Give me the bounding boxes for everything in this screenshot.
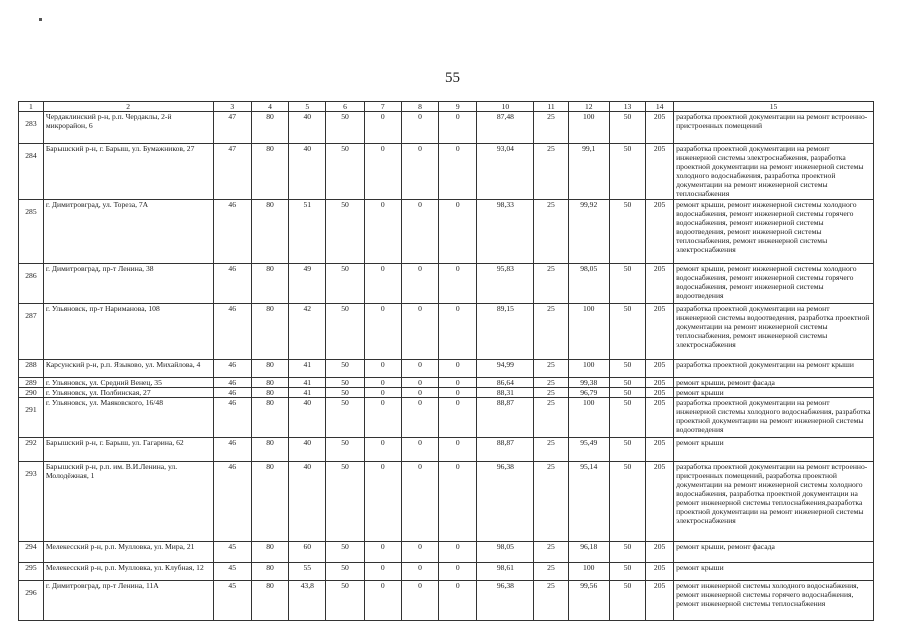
col-7: 0 (364, 304, 401, 360)
col-10: 93,04 (477, 144, 534, 200)
column-header-15: 15 (674, 102, 874, 112)
address: г. Ульяновск, ул. Маяковского, 16/48 (43, 398, 213, 438)
col-11: 25 (534, 144, 568, 200)
col-6: 50 (326, 200, 364, 264)
col-12: 95,14 (568, 462, 609, 542)
row-number: 292 (19, 438, 44, 462)
col-8: 0 (401, 378, 438, 388)
col-13: 50 (609, 304, 645, 360)
address: Мелекесский р-н, р.п. Мулловка, ул. Мира, 21 (43, 542, 213, 563)
column-header-5: 5 (289, 102, 326, 112)
col-3: 47 (213, 112, 251, 144)
col-5: 51 (289, 200, 326, 264)
col-7: 0 (364, 200, 401, 264)
scan-dot-mark (39, 18, 42, 21)
col-4: 80 (251, 388, 288, 398)
address: г. Ульяновск, ул. Средний Венец, 35 (43, 378, 213, 388)
col-5: 41 (289, 388, 326, 398)
col-7: 0 (364, 388, 401, 398)
column-header-3: 3 (213, 102, 251, 112)
col-3: 46 (213, 388, 251, 398)
col-4: 80 (251, 438, 288, 462)
col-10: 94,99 (477, 360, 534, 378)
col-6: 50 (326, 144, 364, 200)
col-13: 50 (609, 563, 645, 581)
works-description: разработка проектной документации на ремонт инженерной системы холодного водоснабжения, разработка проектной документации на ремонт инженерной системы водоотведения (674, 398, 874, 438)
col-7: 0 (364, 112, 401, 144)
col-4: 80 (251, 304, 288, 360)
col-7: 0 (364, 563, 401, 581)
col-4: 80 (251, 462, 288, 542)
col-7: 0 (364, 542, 401, 563)
col-10: 96,38 (477, 462, 534, 542)
column-header-4: 4 (251, 102, 288, 112)
col-7: 0 (364, 398, 401, 438)
col-9: 0 (439, 304, 477, 360)
table-row (19, 200, 874, 264)
col-3: 46 (213, 398, 251, 438)
col-7: 0 (364, 264, 401, 304)
works-description: ремонт крыши, ремонт фасада (674, 542, 874, 563)
table-row (19, 581, 874, 621)
col-7: 0 (364, 438, 401, 462)
col-10: 95,83 (477, 264, 534, 304)
col-5: 41 (289, 378, 326, 388)
row-number: 284 (19, 144, 44, 200)
col-13: 50 (609, 112, 645, 144)
col-9: 0 (439, 112, 477, 144)
works-description: ремонт крыши, ремонт инженерной системы холодного водоснабжения, ремонт инженерной системы горячего водоснабжения, ремонт инженерной системы водоотведения, ремонт инженерной системы теплоснабжения, ремонт инженерной системы электроснабжения (674, 200, 874, 264)
col-9: 0 (439, 438, 477, 462)
col-7: 0 (364, 144, 401, 200)
col-5: 55 (289, 563, 326, 581)
row-number: 293 (19, 462, 44, 542)
col-5: 40 (289, 144, 326, 200)
col-8: 0 (401, 264, 438, 304)
col-10: 98,61 (477, 563, 534, 581)
address: Мелекесский р-н, р.п. Мулловка, ул. Клубная, 12 (43, 563, 213, 581)
col-12: 100 (568, 304, 609, 360)
works-description: разработка проектной документации на ремонт инженерной системы электроснабжения, разработка проектной документации на ремонт инженерной системы холодного водоснабжения, разработка проектной документации на ремонт инженерной системы теплоснабжения (674, 144, 874, 200)
col-12: 98,05 (568, 264, 609, 304)
column-header-8: 8 (401, 102, 438, 112)
col-5: 60 (289, 542, 326, 563)
col-4: 80 (251, 112, 288, 144)
row-number: 288 (19, 360, 44, 378)
col-4: 80 (251, 581, 288, 621)
col-5: 41 (289, 360, 326, 378)
col-11: 25 (534, 360, 568, 378)
col-11: 25 (534, 563, 568, 581)
table-row (19, 542, 874, 563)
col-13: 50 (609, 542, 645, 563)
col-6: 50 (326, 398, 364, 438)
row-number: 289 (19, 378, 44, 388)
col-6: 50 (326, 112, 364, 144)
col-3: 46 (213, 200, 251, 264)
col-3: 45 (213, 581, 251, 621)
col-6: 50 (326, 581, 364, 621)
address: г. Ульяновск, пр-т Нариманова, 108 (43, 304, 213, 360)
col-10: 88,87 (477, 398, 534, 438)
col-8: 0 (401, 112, 438, 144)
col-12: 96,18 (568, 542, 609, 563)
row-number: 294 (19, 542, 44, 563)
col-10: 96,38 (477, 581, 534, 621)
page-number: 55 (445, 70, 460, 86)
works-description: разработка проектной документации на ремонт крыши (674, 360, 874, 378)
col-6: 50 (326, 542, 364, 563)
table-row (19, 112, 874, 144)
col-5: 42 (289, 304, 326, 360)
works-description: разработка проектной документации на ремонт встроенно-пристроенных помещений, разработка проектной документации на ремонт инженерной системы холодного водоснабжения, разработка проектной документации на ремонт инженерной системы теплоснабжения,разработка проектной документации на ремонт инженерной системы электроснабжения (674, 462, 874, 542)
table-body (19, 112, 874, 621)
col-5: 40 (289, 398, 326, 438)
col-8: 0 (401, 360, 438, 378)
col-9: 0 (439, 144, 477, 200)
col-12: 99,92 (568, 200, 609, 264)
column-header-14: 14 (646, 102, 674, 112)
col-5: 40 (289, 438, 326, 462)
repair-registry-table (18, 101, 874, 621)
col-7: 0 (364, 378, 401, 388)
col-6: 50 (326, 462, 364, 542)
col-10: 88,87 (477, 438, 534, 462)
col-11: 25 (534, 264, 568, 304)
col-11: 25 (534, 304, 568, 360)
col-13: 50 (609, 388, 645, 398)
col-11: 25 (534, 438, 568, 462)
col-12: 100 (568, 112, 609, 144)
col-8: 0 (401, 304, 438, 360)
col-9: 0 (439, 462, 477, 542)
row-number: 283 (19, 112, 44, 144)
col-3: 46 (213, 264, 251, 304)
col-3: 46 (213, 462, 251, 542)
col-11: 25 (534, 378, 568, 388)
col-5: 43,8 (289, 581, 326, 621)
col-9: 0 (439, 563, 477, 581)
col-11: 25 (534, 542, 568, 563)
col-9: 0 (439, 200, 477, 264)
col-4: 80 (251, 360, 288, 378)
column-header-7: 7 (364, 102, 401, 112)
col-14: 205 (646, 360, 674, 378)
works-description: ремонт крыши (674, 388, 874, 398)
col-6: 50 (326, 264, 364, 304)
works-description: ремонт крыши (674, 563, 874, 581)
col-8: 0 (401, 581, 438, 621)
col-8: 0 (401, 462, 438, 542)
address: Чердаклинский р-н, р.п. Чердаклы, 2-й микрорайон, 6 (43, 112, 213, 144)
col-12: 100 (568, 398, 609, 438)
col-14: 205 (646, 438, 674, 462)
col-8: 0 (401, 563, 438, 581)
col-9: 0 (439, 360, 477, 378)
table-row (19, 438, 874, 462)
col-11: 25 (534, 200, 568, 264)
col-9: 0 (439, 388, 477, 398)
col-10: 98,05 (477, 542, 534, 563)
col-14: 205 (646, 304, 674, 360)
row-number: 290 (19, 388, 44, 398)
col-3: 45 (213, 563, 251, 581)
col-4: 80 (251, 398, 288, 438)
col-4: 80 (251, 378, 288, 388)
col-8: 0 (401, 398, 438, 438)
col-6: 50 (326, 438, 364, 462)
col-12: 100 (568, 360, 609, 378)
col-9: 0 (439, 398, 477, 438)
col-10: 88,31 (477, 388, 534, 398)
col-13: 50 (609, 438, 645, 462)
col-8: 0 (401, 388, 438, 398)
address: Барышский р-н, г. Барыш, ул. Бумажников, 27 (43, 144, 213, 200)
col-14: 205 (646, 542, 674, 563)
col-3: 46 (213, 378, 251, 388)
table-row (19, 388, 874, 398)
row-number: 287 (19, 304, 44, 360)
table-header (19, 102, 874, 112)
header-row (19, 102, 874, 112)
col-12: 100 (568, 563, 609, 581)
col-14: 205 (646, 462, 674, 542)
works-description: ремонт крыши (674, 438, 874, 462)
column-header-2: 2 (43, 102, 213, 112)
col-11: 25 (534, 398, 568, 438)
col-10: 86,64 (477, 378, 534, 388)
row-number: 285 (19, 200, 44, 264)
address: г. Димитровград, ул. Тореза, 7А (43, 200, 213, 264)
works-description: разработка проектной документации на ремонт встроенно-пристроенных помещений (674, 112, 874, 144)
works-description: разработка проектной документации на ремонт инженерной системы водоотведения, разработка проектной документации на ремонт инженерной системы теплоснабжения, ремонт инженерной системы электроснабжения (674, 304, 874, 360)
col-4: 80 (251, 264, 288, 304)
column-header-9: 9 (439, 102, 477, 112)
col-10: 87,48 (477, 112, 534, 144)
col-9: 0 (439, 264, 477, 304)
column-header-13: 13 (609, 102, 645, 112)
column-header-1: 1 (19, 102, 44, 112)
address: Барышский р-н, р.п. им. В.И.Ленина, ул. Молодёжная, 1 (43, 462, 213, 542)
col-6: 50 (326, 378, 364, 388)
col-4: 80 (251, 542, 288, 563)
col-12: 99,1 (568, 144, 609, 200)
col-7: 0 (364, 360, 401, 378)
col-6: 50 (326, 563, 364, 581)
row-number: 286 (19, 264, 44, 304)
table-row (19, 360, 874, 378)
col-6: 50 (326, 304, 364, 360)
col-4: 80 (251, 563, 288, 581)
address: г. Ульяновск, ул. Полбинская, 27 (43, 388, 213, 398)
col-9: 0 (439, 542, 477, 563)
col-14: 205 (646, 378, 674, 388)
table-row (19, 144, 874, 200)
col-11: 25 (534, 112, 568, 144)
table-row (19, 304, 874, 360)
col-7: 0 (364, 462, 401, 542)
table-row (19, 563, 874, 581)
col-5: 40 (289, 462, 326, 542)
col-14: 205 (646, 200, 674, 264)
col-5: 40 (289, 112, 326, 144)
col-11: 25 (534, 581, 568, 621)
col-8: 0 (401, 542, 438, 563)
row-number: 291 (19, 398, 44, 438)
col-8: 0 (401, 200, 438, 264)
column-header-10: 10 (477, 102, 534, 112)
col-8: 0 (401, 438, 438, 462)
works-description: ремонт крыши, ремонт инженерной системы холодного водоснабжения, ремонт инженерной системы горячего водоснабжения, ремонт инженерной системы водоотведения (674, 264, 874, 304)
col-3: 46 (213, 360, 251, 378)
col-12: 95,49 (568, 438, 609, 462)
table-row (19, 398, 874, 438)
col-13: 50 (609, 144, 645, 200)
address: г. Димитровград, пр-т Ленина, 11А (43, 581, 213, 621)
row-number: 296 (19, 581, 44, 621)
address: Барышский р-н, г. Барыш, ул. Гагарина, 62 (43, 438, 213, 462)
col-14: 205 (646, 112, 674, 144)
table-row (19, 264, 874, 304)
col-6: 50 (326, 360, 364, 378)
col-14: 205 (646, 388, 674, 398)
column-header-11: 11 (534, 102, 568, 112)
col-13: 50 (609, 398, 645, 438)
col-13: 50 (609, 378, 645, 388)
col-11: 25 (534, 388, 568, 398)
col-3: 46 (213, 438, 251, 462)
row-number: 295 (19, 563, 44, 581)
col-8: 0 (401, 144, 438, 200)
col-3: 46 (213, 304, 251, 360)
col-13: 50 (609, 462, 645, 542)
col-5: 49 (289, 264, 326, 304)
col-13: 50 (609, 360, 645, 378)
col-13: 50 (609, 264, 645, 304)
col-14: 205 (646, 264, 674, 304)
col-10: 89,15 (477, 304, 534, 360)
works-description: ремонт крыши, ремонт фасада (674, 378, 874, 388)
col-6: 50 (326, 388, 364, 398)
table-row (19, 378, 874, 388)
col-3: 47 (213, 144, 251, 200)
col-7: 0 (364, 581, 401, 621)
col-14: 205 (646, 398, 674, 438)
col-11: 25 (534, 462, 568, 542)
col-9: 0 (439, 378, 477, 388)
col-3: 45 (213, 542, 251, 563)
col-12: 99,56 (568, 581, 609, 621)
col-10: 98,33 (477, 200, 534, 264)
works-description: ремонт инженерной системы холодного водоснабжения, ремонт инженерной системы горячего водоснабжения, ремонт инженерной системы теплоснабжения (674, 581, 874, 621)
col-14: 205 (646, 581, 674, 621)
col-14: 205 (646, 144, 674, 200)
column-header-12: 12 (568, 102, 609, 112)
col-4: 80 (251, 200, 288, 264)
col-13: 50 (609, 581, 645, 621)
col-4: 80 (251, 144, 288, 200)
address: г. Димитровград, пр-т Ленина, 38 (43, 264, 213, 304)
col-12: 96,79 (568, 388, 609, 398)
address: Карсунский р-н, р.п. Языково, ул. Михайлова, 4 (43, 360, 213, 378)
col-14: 205 (646, 563, 674, 581)
column-header-6: 6 (326, 102, 364, 112)
table-row (19, 462, 874, 542)
col-9: 0 (439, 581, 477, 621)
col-13: 50 (609, 200, 645, 264)
col-12: 99,38 (568, 378, 609, 388)
